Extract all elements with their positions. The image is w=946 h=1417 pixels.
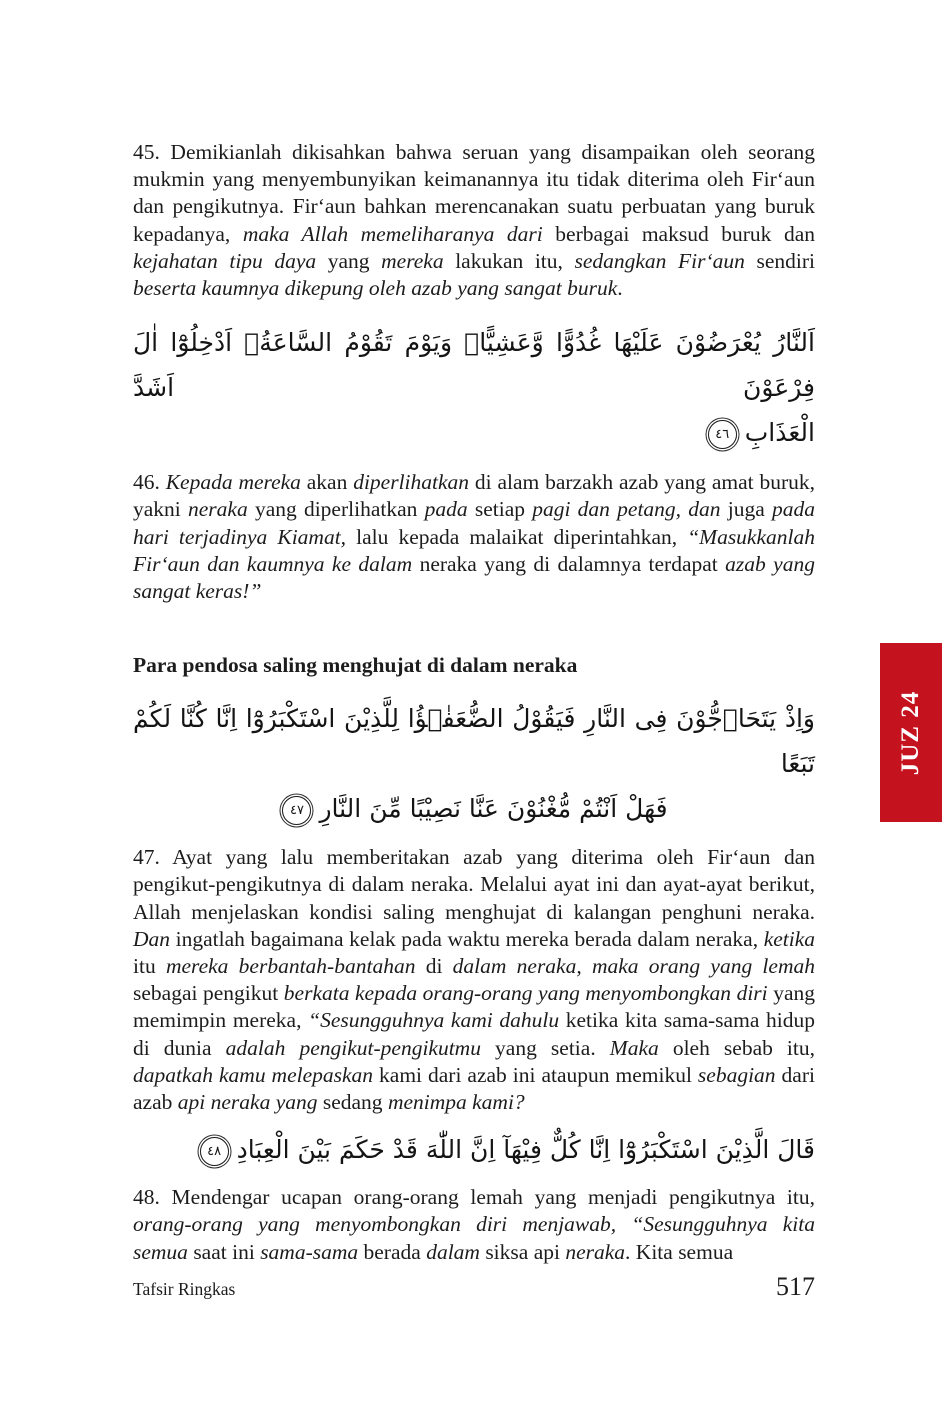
- arabic-line: [133, 1127, 815, 1172]
- arabic-line: [133, 786, 815, 831]
- arabic-text: قَالَ الَّذِيْنَ اسْتَكْبَرُوْٓا اِنَّا كُلٌّ فِيْهَآ اِنَّ اللّٰهَ قَدْ حَكَمَ بَيْنَ الْعِبَادِ: [236, 1135, 815, 1165]
- page-content: [133, 139, 815, 1266]
- arabic-line: [133, 696, 815, 786]
- arabic-text: الْعَذَابِ: [744, 418, 815, 448]
- arabic-text: فَهَلْ اَنْتُمْ مُّغْنُوْنَ عَنَّا نَصِيْبًا مِّنَ النَّارِ: [319, 794, 668, 824]
- arabic-text: اَلنَّارُ يُعْرَضُوْنَ عَلَيْهَا غُدُوًّا وَّعَشِيًّاۚ وَيَوْمَ تَقُوْمُ السَّاعَةُۗ اَدْخِلُوْٓا اٰلَ فِرْعَوْنَ اَشَدَّ: [133, 328, 815, 403]
- arabic-text: وَاِذْ يَتَحَاۤجُّوْنَ فِى النَّارِ فَيَقُوْلُ الضُّعَفٰۤؤُا لِلَّذِيْنَ اسْتَكْبَرُوْٓا اِنَّا كُنَّا لَكُمْ تَبَعًا: [133, 704, 815, 779]
- commentary-paragraph-46: 46. Kepada mereka akan diperlihatkan di alam barzakh azab yang amat buruk, yakni neraka yang diperlihatkan pada setiap pagi dan petang, dan juga pada hari terjadinya Kiamat, lalu kepada malaikat diperintahkan, “Masukkanlah Fir‘aun dan kaumnya ke dalam neraka yang di dalamnya terdapat azab yang sangat keras!”: [133, 470, 815, 604]
- quran-verse-47: [133, 696, 815, 831]
- quran-verse-46: [133, 320, 815, 455]
- commentary-paragraph-45: 45. Demikianlah dikisahkan bahwa seruan yang disampaikan oleh seorang mukmin yang menyembunyikan keimanannya itu tidak diterima oleh Fir‘aun dan pengikutnya. Fir‘aun bahkan merencanakan suatu perbuatan yang buruk kepadanya, maka Allah memeliharanya dari berbagai maksud buruk dan kejahatan tipu daya yang mereka lakukan itu, sedangkan Fir‘aun sendiri beserta kaumnya dikepung oleh azab yang sangat buruk.: [133, 140, 815, 301]
- juz-tab-label: JUZ 24: [897, 690, 925, 775]
- running-footer-title: Tafsir Ringkas: [133, 1279, 236, 1299]
- commentary-paragraph-48: 48. Mendengar ucapan orang-orang lemah yang menjadi pengikutnya itu, orang-orang yang menyombongkan diri menjawab, “Sesungguhnya kita semua saat ini sama-sama berada dalam siksa api neraka. Kita semua: [133, 1185, 815, 1264]
- juz-tab: [880, 643, 942, 822]
- ayah-number-badge: ٤٦: [708, 420, 737, 449]
- page-number: 517: [776, 1272, 815, 1301]
- ayah-number-badge: ٤٧: [282, 796, 311, 825]
- page-footer: [133, 1272, 815, 1302]
- commentary-paragraph-47: 47. Ayat yang lalu memberitakan azab yang diterima oleh Fir‘aun dan pengikut-pengikutnya di dalam neraka. Melalui ayat ini dan ayat-ayat berikut, Allah menjelaskan kondisi saling menghujat di kalangan penghuni neraka. Dan ingatlah bagaimana kelak pada waktu mereka berada dalam neraka, ketika itu mereka berbantah-bantahan di dalam neraka, maka orang yang lemah sebagai pengikut berkata kepada orang-orang yang menyombongkan diri yang memimpin mereka, “Sesungguhnya kami dahulu ketika kita sama-sama hidup di dunia adalah pengikut-pengikutmu yang setia. Maka oleh sebab itu, dapatkah kamu melepaskan kami dari azab ini ataupun memikul sebagian dari azab api neraka yang sedang menimpa kami?: [133, 845, 816, 1115]
- arabic-line: [133, 320, 815, 410]
- section-heading: Para pendosa saling menghujat di dalam neraka: [133, 653, 578, 678]
- ayah-number-badge: ٤٨: [200, 1137, 229, 1166]
- arabic-line: [133, 410, 815, 455]
- quran-verse-48: [133, 1127, 815, 1172]
